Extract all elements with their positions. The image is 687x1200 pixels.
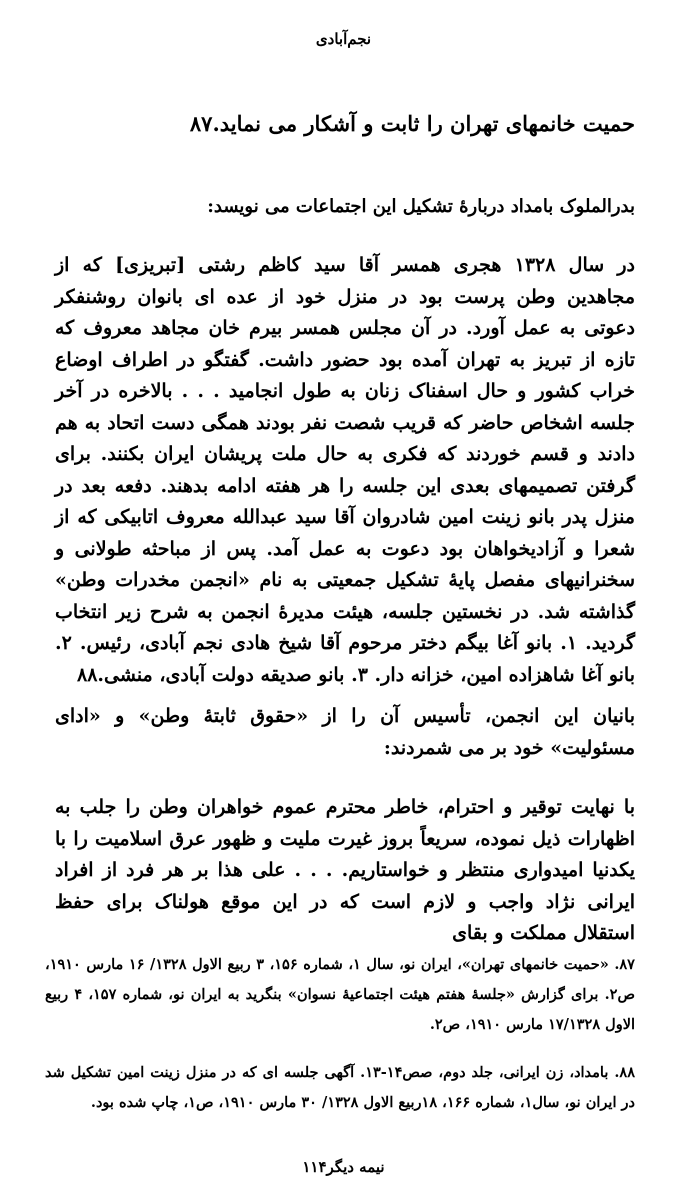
page-folio: نیمه دیگر۱۱۴ — [302, 1158, 385, 1176]
footnote-87: ۸۷. «حمیت خانمهای تهران»، ایران نو، سال ۱، شماره ۱۵۶، ۳ ربیع الاول ۱۳۲۸/ ۱۶ مارس ۱۹۱۰، ص۲. برای گزارش «جلسهٔ هفتم هیئت اجتماعیهٔ نسوان» بنگرید به ایران نو، شماره ۱۵۷، ۴ ربیع الاول ۱۷/۱۳۲۸ مارس ۱۹۱۰، ص۲. — [45, 956, 635, 1033]
intro-paragraph: بدرالملوک بامداد دربارهٔ تشکیل این اجتماعات می نویسد: — [207, 196, 635, 217]
block-quote-2: با نهایت توقیر و احترام، خاطر محترم عموم خواهران وطن را جلب به اظهارات ذیل نموده، سریعاً بروز غیرت ملیت و ظهور عرق اسلامیت را با یکدنیا امیدواری منتظر و خواستاریم. . . . علی هذا بر هر فرد از افراد ایرانی نژاد واجب و لازم است که در این موقع هولناک برای حفظ استقلال مملکت و بقای — [55, 796, 635, 944]
block-quote-1: در سال ۱۳۲۸ هجری همسر آقا سید کاظم رشتی [تبریزی] که از مجاهدین وطن پرست بود در منزل خود از عده ای بانوان روشنفکر دعوتی به عمل آورد. در آن مجلس همسر بیرم خان مجاهد معروف که تازه از تبریز به تهران آمده بود حضور داشت. گفتگو در اطراف اوضاع خراب کشور و حال اسفناک زنان به طول انجامید . . . بالاخره در آخر جلسه اشخاص حاضر که قریب شصت نفر بودند همگی دست اتحاد به هم دادند و قسم خوردند که فکری به حال ملت پریشان ایران بکنند. برای گرفتن تصمیمهای بعدی این جلسه را هر هفته ادامه بدهند. دفعه بعد در منزل پدر بانو زینت امین شادروان آقا سید عبدالله معروف اتابیکی که از شعرا و آزادیخواهان بود دعوت به عمل آمد. پس از مباحثه طولانی و سخنرانیهای مفصل پایهٔ تشکیل جمعیتی به نام «انجمن مخدرات وطن» گذاشته شد. در نخستین جلسه، هیئت مدیرهٔ انجمن به شرح زیر انتخاب گردید. ۱. بانو آغا بیگم دختر مرحوم آقا شیخ هادی نجم آبادی، رئیس. ۲. بانو آغا شاهزاده امین، خزانه دار. ۳. بانو صدیقه دولت آبادی، منشی.۸۸ — [55, 254, 635, 686]
running-head: نجم‌آبادی — [315, 30, 372, 48]
body-paragraph-2: بانیان این انجمن، تأسیس آن را از «حقوق ثابتهٔ وطن» و «ادای مسئولیت» خود بر می شمردند: — [55, 705, 635, 759]
opening-line: حمیت خانمهای تهران را ثابت و آشکار می نماید.۸۷ — [189, 111, 635, 136]
footnote-88: ۸۸. بامداد، زن ایرانی، جلد دوم، صص۱۴-۱۳. آگهی جلسه ای که در منزل زینت امین تشکیل شد در ایران نو، سال۱، شماره ۱۶۶، ۱۸ربیع الاول ۱۳۲۸/ ۳۰ مارس ۱۹۱۰، ص۱، چاپ شده بود. — [45, 1064, 635, 1111]
